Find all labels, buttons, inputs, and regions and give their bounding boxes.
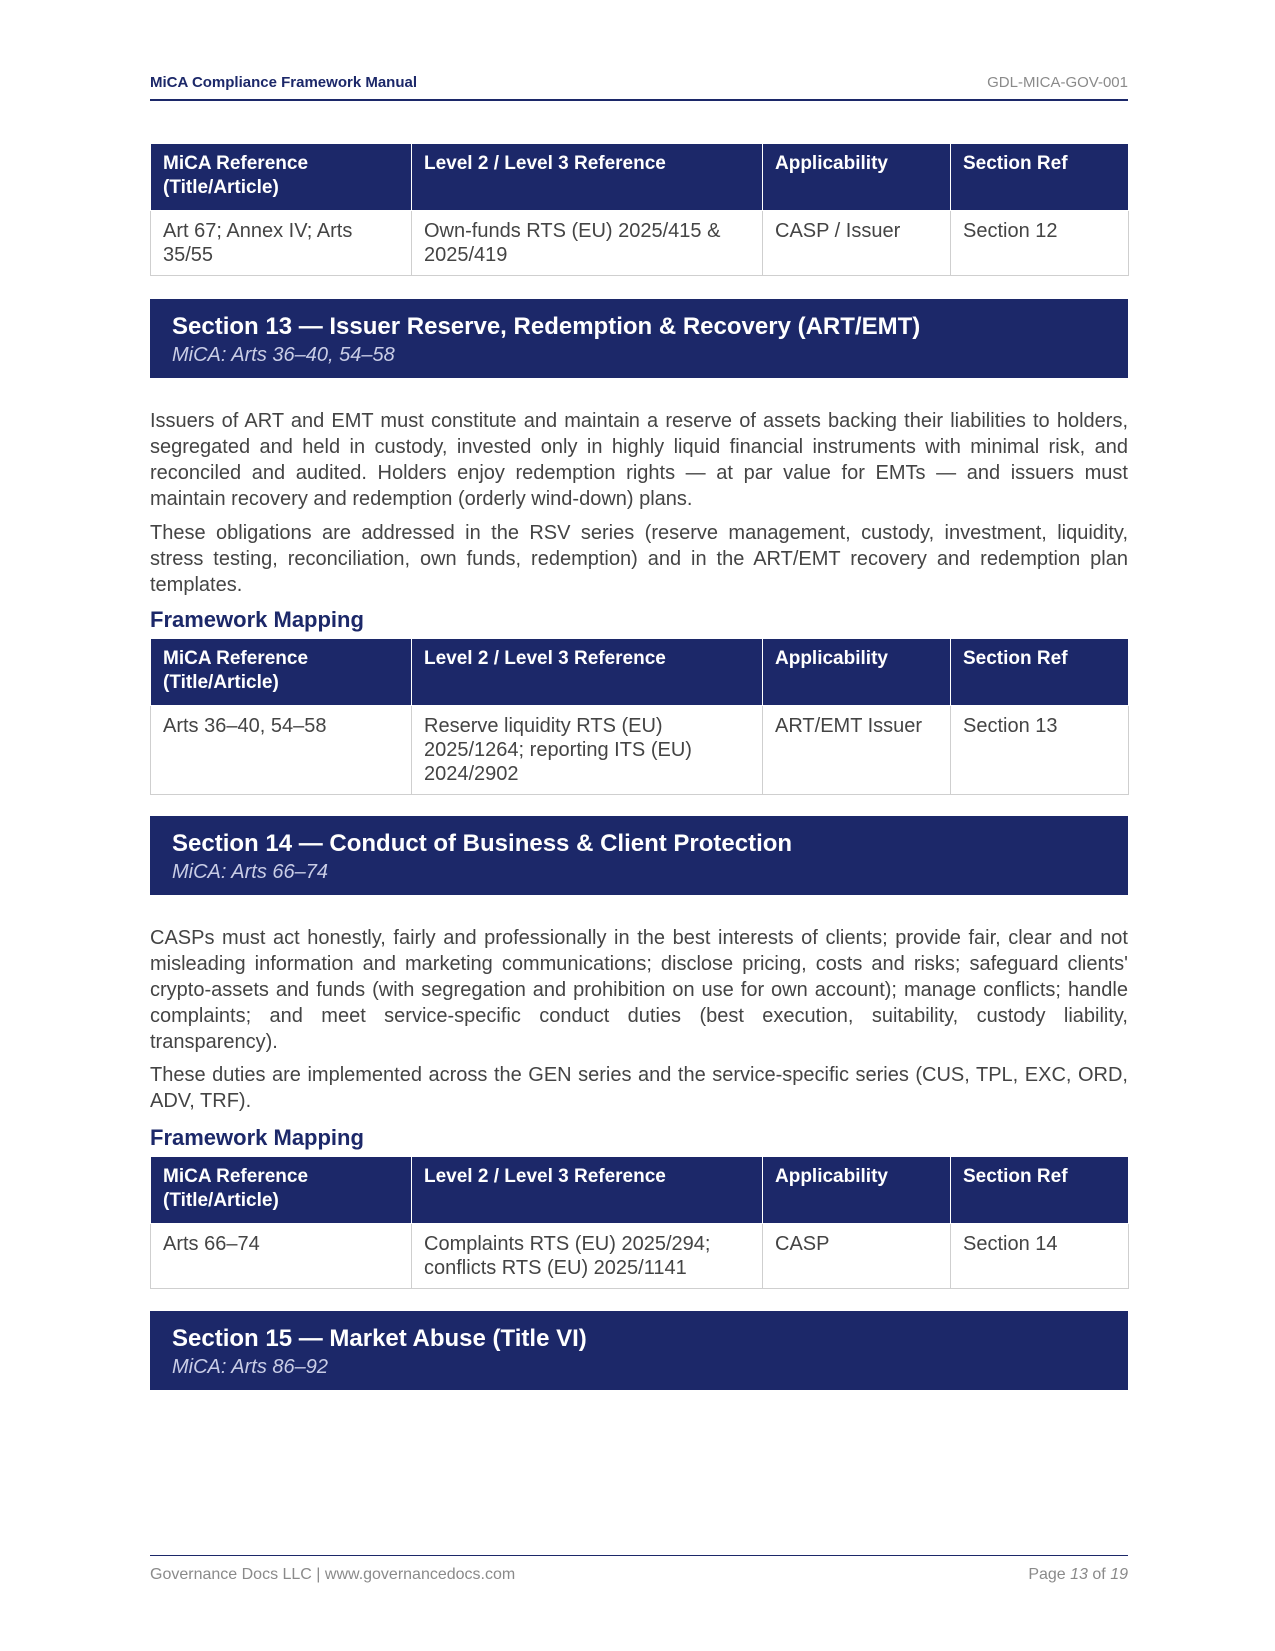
column-header: MiCA Reference (Title/Article) (151, 144, 412, 211)
column-header: Section Ref (951, 1157, 1129, 1224)
column-header: MiCA Reference (Title/Article) (151, 1157, 412, 1224)
section-subtitle: MiCA: Arts 86–92 (172, 1356, 328, 1378)
table-header-row (151, 1157, 1129, 1224)
table-header-row (151, 639, 1129, 706)
table-cell: CASP / Issuer (763, 211, 951, 276)
section-subtitle: MiCA: Arts 66–74 (172, 861, 328, 883)
table-cell: Section 13 (951, 706, 1129, 795)
framework-mapping-table-section-13 (150, 638, 1129, 795)
table-cell: Art 67; Annex IV; Arts 35/55 (151, 211, 412, 276)
page-total: 19 (1110, 1566, 1128, 1583)
running-footer (150, 1555, 1128, 1584)
body-paragraph: These duties are implemented across the GEN series and the service-specific series (CUS, TPL, EXC, ORD, ADV, TRF). (150, 1064, 1128, 1112)
column-header: MiCA Reference (Title/Article) (151, 639, 412, 706)
manual-title: MiCA Compliance Framework Manual (150, 74, 417, 91)
column-header: Applicability (763, 639, 951, 706)
table-cell: Section 14 (951, 1224, 1129, 1289)
table-cell: ART/EMT Issuer (763, 706, 951, 795)
document-id: GDL-MICA-GOV-001 (987, 74, 1128, 91)
framework-mapping-table-section-14 (150, 1156, 1129, 1289)
table-row (151, 706, 1129, 795)
running-header (150, 74, 1128, 101)
column-header: Section Ref (951, 639, 1129, 706)
column-header: Level 2 / Level 3 Reference (412, 1157, 763, 1224)
column-header: Section Ref (951, 144, 1129, 211)
section-15-banner (150, 1311, 1128, 1390)
column-header: Level 2 / Level 3 Reference (412, 639, 763, 706)
body-paragraph: These obligations are addressed in the RSV series (reserve management, custody, investment, liquidity, stress testing, reconciliation, own funds, redemption) and in the ART/EMT recovery and redemption plan templates. (150, 522, 1128, 596)
section-13-banner (150, 299, 1128, 378)
table-cell: Complaints RTS (EU) 2025/294; conflicts RTS (EU) 2025/1141 (412, 1224, 763, 1289)
framework-mapping-heading: Framework Mapping (150, 1125, 364, 1150)
table-cell: Arts 66–74 (151, 1224, 412, 1289)
footer-publisher: Governance Docs LLC | www.governancedocs.com (150, 1566, 516, 1583)
section-title: Section 15 — Market Abuse (Title VI) (172, 1325, 587, 1352)
table-row (151, 1224, 1129, 1289)
table-cell: CASP (763, 1224, 951, 1289)
body-paragraph: Issuers of ART and EMT must constitute and maintain a reserve of assets backing their liabilities to holders, segregated and held in custody, invested only in highly liquid financial instruments with minimal risk, and reconciled and audited. Holders enjoy redemption rights — at par value for EMTs — and issuers must maintain recovery and redemption (orderly wind-down) plans. (150, 410, 1128, 510)
section-title: Section 13 — Issuer Reserve, Redemption & Recovery (ART/EMT) (172, 313, 921, 340)
of-label: of (1092, 1566, 1106, 1583)
table-cell: Arts 36–40, 54–58 (151, 706, 412, 795)
table-header-row (151, 144, 1129, 211)
table-cell: Own-funds RTS (EU) 2025/415 & 2025/419 (412, 211, 763, 276)
table-cell: Reserve liquidity RTS (EU) 2025/1264; reporting ITS (EU) 2024/2902 (412, 706, 763, 795)
table-cell: Section 12 (951, 211, 1129, 276)
body-paragraph: CASPs must act honestly, fairly and professionally in the best interests of clients; provide fair, clear and not misleading information and marketing communications; disclose pricing, costs and risks; safeguard clients' crypto-assets and funds (with segregation and prohibition on use for own account); manage conflicts; handle complaints; and meet service-specific conduct duties (best execution, suitability, custody liability, transparency). (150, 927, 1128, 1053)
framework-mapping-heading: Framework Mapping (150, 607, 364, 632)
column-header: Level 2 / Level 3 Reference (412, 144, 763, 211)
table-row (151, 211, 1129, 276)
page-current: 13 (1070, 1566, 1088, 1583)
page-number (1028, 1566, 1128, 1584)
section-subtitle: MiCA: Arts 36–40, 54–58 (172, 344, 395, 366)
column-header: Applicability (763, 1157, 951, 1224)
framework-mapping-table-section-12 (150, 143, 1129, 276)
column-header: Applicability (763, 144, 951, 211)
page-label: Page (1028, 1566, 1066, 1583)
section-14-banner (150, 816, 1128, 895)
section-title: Section 14 — Conduct of Business & Client Protection (172, 830, 793, 857)
